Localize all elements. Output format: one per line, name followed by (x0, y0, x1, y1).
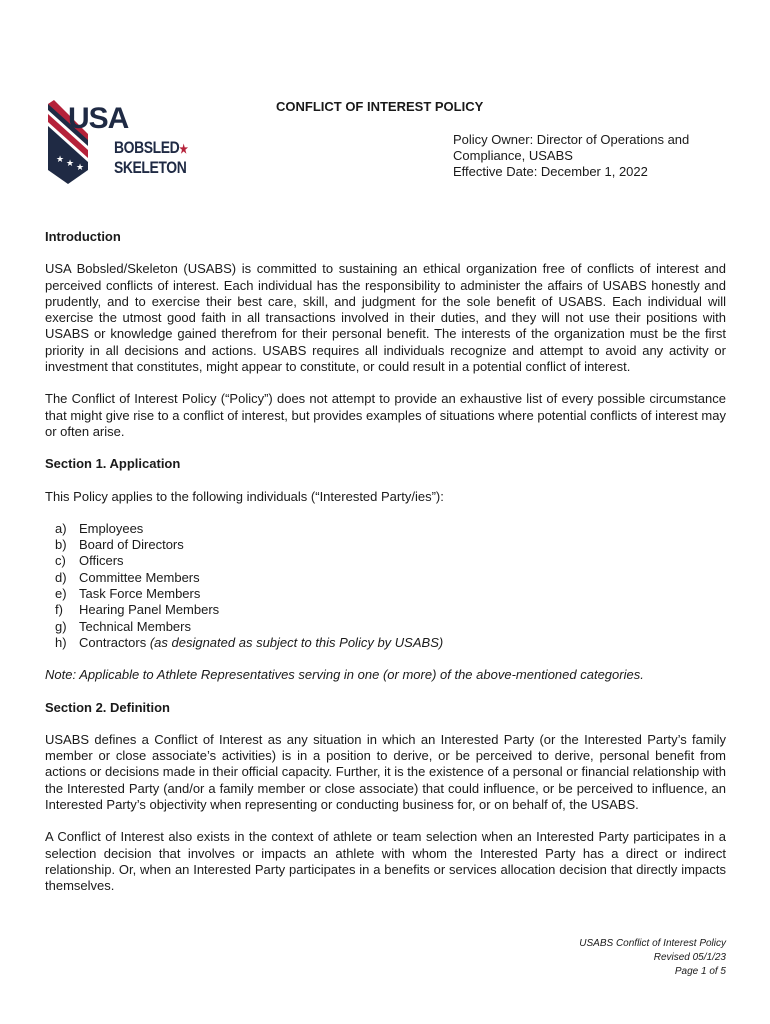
list-item: g) Technical Members (55, 618, 191, 634)
document-body (45, 229, 726, 895)
star-icon: ★ (179, 142, 188, 156)
svg-text:★: ★ (56, 154, 65, 164)
section2-paragraph-1: USABS defines a Conflict of Interest as any situation in which an Interested Party (or the Interested Party’s family member or close associate’s activities) is in a position to derive, or be perceived to derive, personal benefit from actions or decisions made in their official capacity. Further, it is the existence of a personal or financial relationship with the Interested Party (and/or a family member or close associate) that could influence, or be perceived to influence, an Interested Party’s objectivity when representing or conducting business for, or on behalf of, the USABS. (45, 731, 726, 813)
svg-text:★: ★ (66, 158, 75, 168)
logo-skeleton: SKELETON (114, 158, 187, 177)
intro-heading: Introduction (45, 229, 121, 244)
athlete-rep-note: Note: Applicable to Athlete Representatives serving in one (or more) of the above-mentioned categories. (45, 667, 644, 683)
section1-heading: Section 1. Application (45, 456, 181, 472)
policy-meta (453, 132, 743, 180)
section2-heading: Section 2. Definition (45, 699, 170, 715)
policy-owner-line2: Compliance, USABS (453, 148, 573, 163)
list-item: a) Employees (55, 520, 144, 536)
svg-text:★: ★ (76, 162, 85, 172)
intro-paragraph-1: USA Bobsled/Skeleton (USABS) is committed to sustaining an ethical organization free of conflicts of interest and perceived conflicts of interest. Each individual has the responsibility to administer the affairs of USABS honestly and prudently, and to exercise their best care, skill, and judgment for the sole benefit of USABS. Each individual will exercise the utmost good faith in all transactions involved in their duties, and they will not use their positions with USABS or knowledge gained therefrom for their personal benefit. The interests of the organization must be the first priority in all decisions and actions. USABS requires all individuals recognize and attempt to avoid any activity or investment that constitutes, might appear to constitute, or could result in a potential conflict of interest. (45, 261, 726, 375)
list-item: b) Board of Directors (55, 537, 184, 553)
section2-paragraph-2: A Conflict of Interest also exists in the context of athlete or team selection when an Interested Party participates in a selection decision that involves or impacts an athlete with whom the Interested Party has a direct or indirect relationship. Or, when an Interested Party participates in a benefits or services allocation decision that directly impacts themselves. (45, 829, 726, 894)
document-title: CONFLICT OF INTEREST POLICY (276, 99, 484, 114)
section1-lead: This Policy applies to the following individuals (“Interested Party/ies”): (45, 488, 444, 504)
list-item: e) Task Force Members (55, 586, 201, 602)
list-item: f) Hearing Panel Members (55, 602, 220, 618)
page-footer (579, 937, 726, 979)
effective-date: Effective Date: December 1, 2022 (453, 164, 648, 179)
list-item: d) Committee Members (55, 569, 200, 585)
usabs-logo (48, 100, 188, 190)
list-item: c) Officers (55, 553, 124, 569)
interested-parties-list (45, 521, 726, 651)
list-item: h) Contractors (as designated as subject to this Policy by USABS) (55, 634, 444, 650)
policy-owner-line1: Policy Owner: Director of Operations and (453, 132, 690, 147)
logo-bobsled: BOBSLED★ (114, 138, 188, 157)
footer-page-number: Page 1 of 5 (674, 966, 726, 977)
logo-usa-text: USA (68, 102, 129, 135)
footer-policy-name: USABS Conflict of Interest Policy (579, 938, 726, 949)
footer-revised: Revised 05/1/23 (653, 952, 726, 963)
intro-paragraph-2: The Conflict of Interest Policy (“Policy”) does not attempt to provide an exhaustive list of every possible circumstance that might give rise to a conflict of interest, but provides examples of situations where potential conflicts of interest may or often arise. (45, 391, 726, 439)
